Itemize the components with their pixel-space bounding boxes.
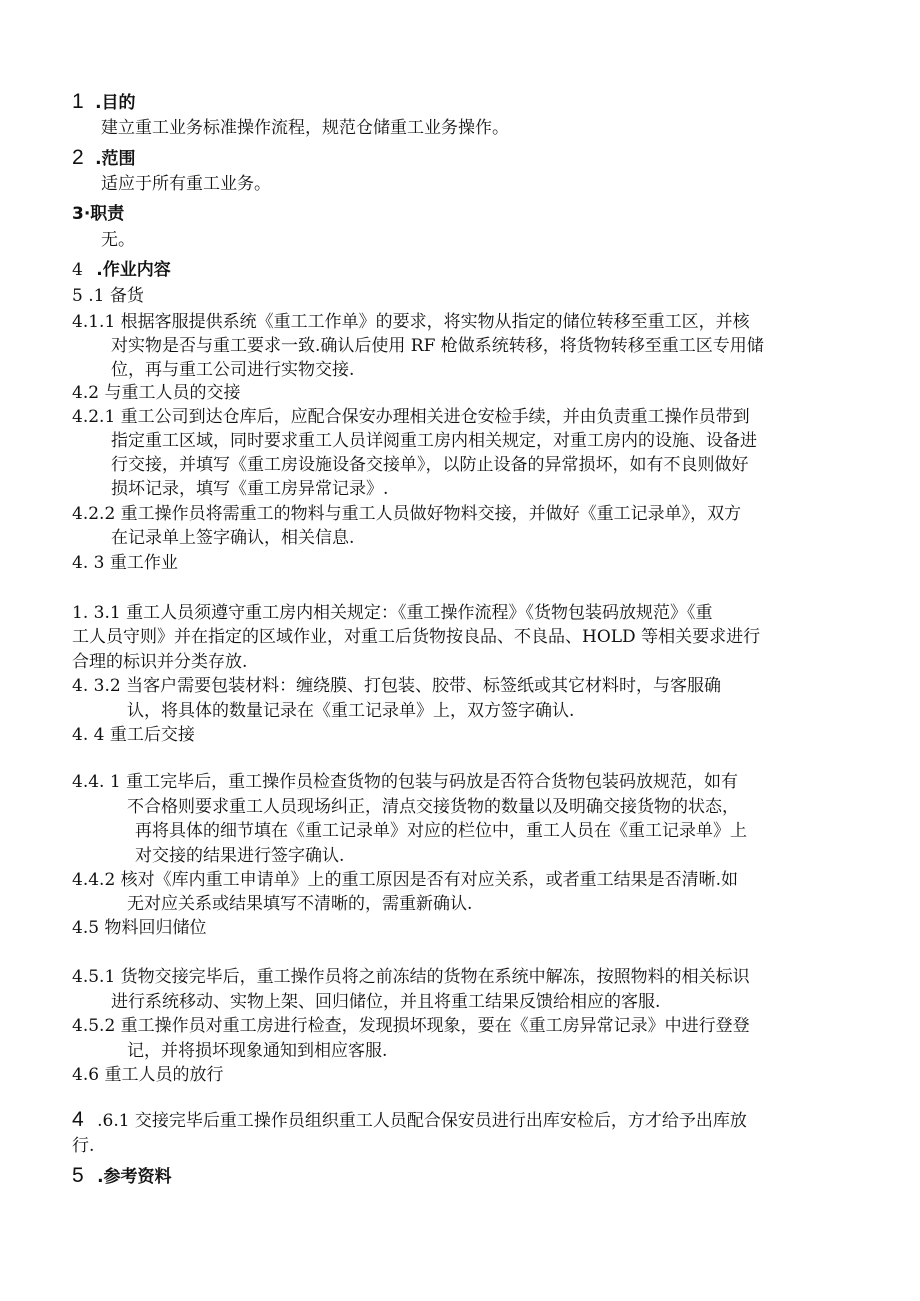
paragraph-4-5-2-line: 记，并将损坏现象通知到相应客服. — [127, 1041, 388, 1061]
paragraph-4-4-1-line: 不合格则要求重工人员现场纠正，清点交接货物的数量以及明确交接货物的状态， — [127, 797, 739, 817]
subsection-heading-4-5: 4.5 物料回归储位 — [72, 918, 207, 938]
section-2-heading: 2 .范围 — [72, 146, 136, 169]
paragraph-4-6-1-line: 行. — [72, 1136, 95, 1156]
section-1-body: 建立重工业务标准操作流程，规范仓储重工业务操作。 — [101, 118, 509, 138]
paragraph-4-3-1-line: 工人员守则》并在指定的区域作业，对重工后货物按良品、不良品、HOLD 等相关要求进行 — [72, 627, 761, 647]
paragraph-4-4-1-line: 4.4. 1 重工完毕后，重工操作员检查货物的包装与码放是否符合货物包装码放规范，如有 — [72, 772, 739, 792]
paragraph-4-5-1-line: 进行系统移动、实物上架、回归储位，并且将重工结果反馈给相应的客服. — [111, 992, 661, 1012]
paragraph-4-5-2-line: 4.5.2 重工操作员对重工房进行检查，发现损坏现象，要在《重工房异常记录》中进行登登 — [72, 1016, 750, 1036]
paragraph-4-4-2-line: 无对应关系或结果填写不清晰的，需重新确认. — [127, 894, 473, 914]
subsection-heading-4-6: 4.6 重工人员的放行 — [72, 1065, 224, 1085]
section-1-heading: 1 .目的 — [72, 90, 136, 113]
paragraph-4-5-1-line: 4.5.1 货物交接完毕后，重工操作员将之前冻结的货物在系统中解冻，按照物料的相关标识 — [72, 967, 750, 987]
section-3-heading: 3·职责 — [72, 204, 125, 224]
paragraph-4-3-1-line: 合理的标识并分类存放. — [72, 652, 248, 672]
paragraph-4-3-2-line: 认，将具体的数量记录在《重工记录单》上，双方签字确认. — [127, 701, 575, 721]
paragraph-4-2-1-line: 行交接，并填写《重工房设施设备交接单》，以防止设备的异常损坏，如有不良则做好 — [111, 455, 749, 475]
paragraph-4-4-1-line: 对交接的结果进行签字确认. — [135, 846, 345, 866]
paragraph-4-1-1-line: 位，再与重工公司进行实物交接. — [111, 360, 355, 380]
section-4-heading: 4 .作业内容 — [72, 260, 171, 280]
paragraph-4-3-2-line: 4. 3.2 当客户需要包装材料：缠绕膜、打包装、胶带、标签纸或其它材料时，与客服确 — [72, 676, 722, 696]
paragraph-4-1-1-line: 4.1.1 根据客服提供系统《重工工作单》的要求，将实物从指定的储位转移至重工区，并核 — [72, 312, 750, 332]
paragraph-4-2-1-line: 4.2.1 重工公司到达仓库后，应配合保安办理相关进仓安检手续，并由负责重工操作员带到 — [72, 407, 750, 427]
paragraph-4-6-1-line: 4 .6.1 交接完毕后重工操作员组织重工人员配合保安员进行出库安检后，方才给予出库放 — [72, 1108, 747, 1131]
paragraph-4-4-2-line: 4.4.2 核对《库内重工申请单》上的重工原因是否有对应关系，或者重工结果是否清晰.如 — [72, 870, 739, 890]
section-2-body: 适应于所有重工业务。 — [101, 174, 271, 194]
section-3-body: 无。 — [101, 230, 135, 250]
section-5-heading: 5 .参考资料 — [72, 1164, 172, 1187]
subsection-heading-4-2: 4.2 与重工人员的交接 — [72, 383, 241, 403]
paragraph-4-2-2-line: 4.2.2 重工操作员将需重工的物料与重工人员做好物料交接，并做好《重工记录单》，双方 — [72, 504, 742, 524]
subsection-heading-4-1: 5 .1 备货 — [72, 286, 144, 306]
subsection-heading-4-3: 4. 3 重工作业 — [72, 553, 178, 573]
subsection-heading-4-4: 4. 4 重工后交接 — [72, 725, 195, 745]
paragraph-4-4-1-line: 再将具体的细节填在《重工记录单》对应的栏位中，重工人员在《重工记录单》上 — [135, 821, 747, 841]
paragraph-4-2-1-line: 损坏记录，填写《重工房异常记录》. — [111, 479, 389, 499]
paragraph-4-2-2-line: 在记录单上签字确认，相关信息. — [111, 528, 355, 548]
paragraph-4-2-1-line: 指定重工区域，同时要求重工人员详阅重工房内相关规定，对重工房内的设施、设备进 — [111, 431, 757, 451]
paragraph-4-3-1-line: 1. 3.1 重工人员须遵守重工房内相关规定：《重工操作流程》《货物包装码放规范》《重 — [72, 603, 713, 623]
paragraph-4-1-1-line: 对实物是否与重工要求一致.确认后使用 RF 枪做系统转移，将货物转移至重工区专用储 — [111, 336, 764, 356]
